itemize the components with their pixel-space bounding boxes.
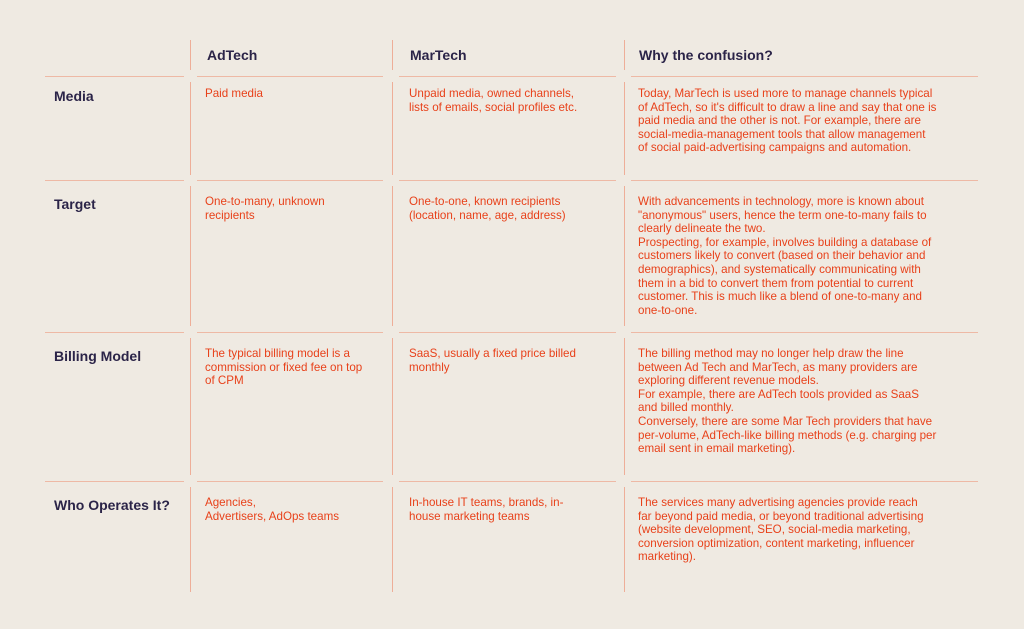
row-divider bbox=[399, 76, 616, 77]
martech-cell: One-to-one, known recipients (location, name, age, address) bbox=[409, 195, 566, 222]
confusion-cell: The billing method may no longer help draw the line between Ad Tech and MarTech, as many providers are exploring different revenue models. For example, there are AdTech tools provided as SaaS and billed monthly. Conversely, there are some Mar Tech providers that have per-volume, AdTech-like billing methods (e.g. charging per email sent in email marketing). bbox=[638, 347, 937, 456]
column-divider bbox=[392, 82, 393, 175]
column-divider bbox=[190, 487, 191, 592]
row-label: Billing Model bbox=[54, 348, 142, 364]
column-divider bbox=[392, 186, 393, 326]
confusion-cell: With advancements in technology, more is known about "anonymous" users, hence the term one-to-many fails to clearly delineate the two. Prospecting, for example, involves building a database of customers likely to convert (based on their behavior and demographics), and systematically communicating with them in a bid to convert them from potential to current customer. This is much like a blend of one-to-many and one-to-one. bbox=[638, 195, 932, 317]
row-divider bbox=[197, 180, 383, 181]
column-divider bbox=[392, 487, 393, 592]
row-divider bbox=[631, 180, 978, 181]
column-header-adtech: AdTech bbox=[207, 47, 258, 63]
row-divider bbox=[45, 76, 184, 77]
row-label: Media bbox=[54, 88, 94, 104]
column-header-confusion: Why the confusion? bbox=[639, 47, 773, 63]
column-header-martech: MarTech bbox=[410, 47, 467, 63]
column-divider bbox=[190, 40, 191, 70]
row-label: Target bbox=[54, 196, 96, 212]
adtech-cell: Agencies, Advertisers, AdOps teams bbox=[205, 496, 340, 523]
column-divider bbox=[190, 186, 191, 326]
confusion-cell: Today, MarTech is used more to manage channels typical of AdTech, so it's difficult to draw a line and say that one is paid media and the other is not. For example, there are social-media-management tools that allow management of social paid-advertising campaigns and automation. bbox=[638, 87, 937, 155]
row-divider bbox=[45, 481, 184, 482]
row-divider bbox=[631, 481, 978, 482]
row-divider bbox=[631, 332, 978, 333]
column-divider bbox=[392, 338, 393, 475]
adtech-cell: Paid media bbox=[205, 87, 264, 100]
confusion-cell: The services many advertising agencies provide reach far beyond paid media, or beyond traditional advertising (website development, SEO, social-media marketing, conversion optimization, content marketing, influencer marketing). bbox=[638, 496, 924, 564]
martech-cell: Unpaid media, owned channels, lists of emails, social profiles etc. bbox=[409, 87, 578, 114]
martech-cell: In-house IT teams, brands, in- house marketing teams bbox=[409, 496, 564, 523]
row-divider bbox=[399, 332, 616, 333]
column-divider bbox=[624, 40, 625, 70]
row-divider bbox=[45, 180, 184, 181]
column-divider bbox=[624, 487, 625, 592]
column-divider bbox=[190, 82, 191, 175]
column-divider bbox=[624, 186, 625, 326]
row-divider bbox=[399, 481, 616, 482]
row-divider bbox=[197, 481, 383, 482]
row-divider bbox=[399, 180, 616, 181]
adtech-cell: One-to-many, unknown recipients bbox=[205, 195, 325, 222]
row-divider bbox=[197, 332, 383, 333]
column-divider bbox=[392, 40, 393, 70]
column-divider bbox=[190, 338, 191, 475]
martech-cell: SaaS, usually a fixed price billed monthly bbox=[409, 347, 576, 374]
row-label: Who Operates It? bbox=[54, 497, 170, 513]
row-divider bbox=[631, 76, 978, 77]
column-divider bbox=[624, 82, 625, 175]
adtech-cell: The typical billing model is a commission or fixed fee on top of CPM bbox=[205, 347, 363, 388]
row-divider bbox=[197, 76, 383, 77]
row-divider bbox=[45, 332, 184, 333]
column-divider bbox=[624, 338, 625, 475]
